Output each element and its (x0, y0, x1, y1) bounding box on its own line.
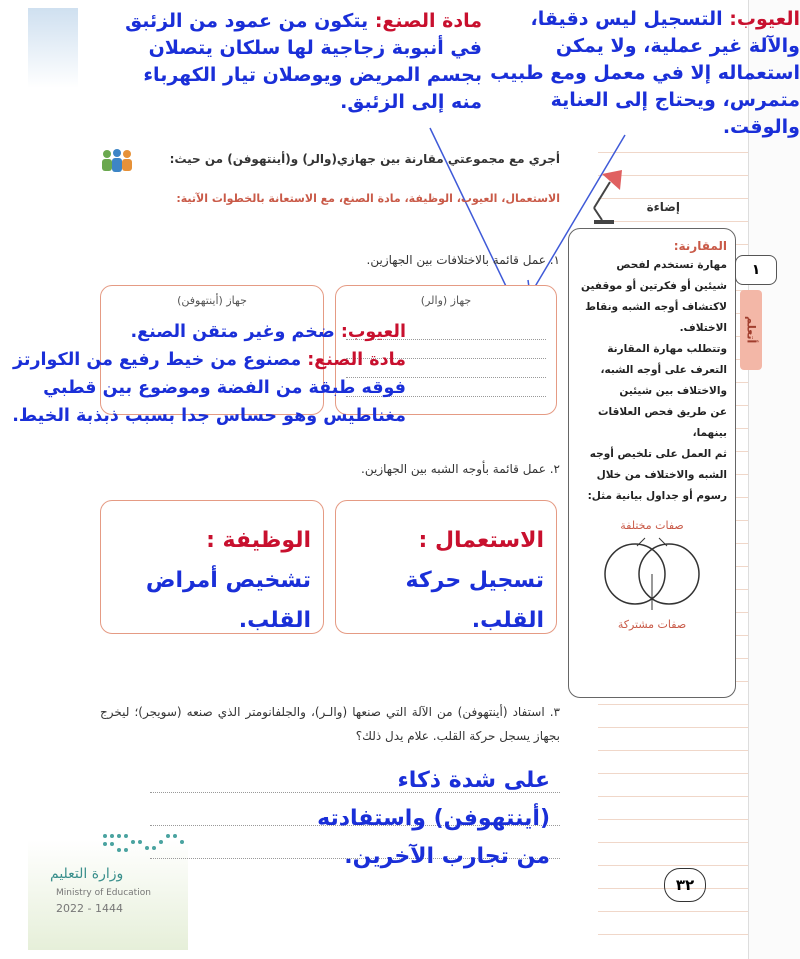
instruction-main: أجري مع مجموعتي مقارنة بين جهازي(والر) و(أينتهوفن) من حيث: (169, 152, 560, 166)
group-icon (100, 148, 134, 174)
annotation-einthoven: العيوب: ضخم وغير متقن الصنع. مادة الصنع: مصنوع من خيط رفيع من الكوارتز فوقه طبقة من الفضة وموضوع بين قطبي مغناطيس وهو حساس جدا بسبب ذبذبة الخيط. (12, 322, 406, 426)
venn-diagram (577, 534, 727, 614)
footer-year: 2022 - 1444 (56, 902, 123, 915)
lamp-label: إضاءة (646, 200, 680, 214)
lamp-icon (580, 168, 630, 228)
sidebar-title: المقارنة: (673, 239, 727, 253)
step-1: ١. عمل قائمة بالاختلافات بين الجهازين. (366, 253, 560, 267)
usage-box (335, 500, 557, 634)
side-tab-number: ١ (735, 255, 777, 285)
sidebar-line: التعرف على أوجه الشبه، (600, 364, 727, 376)
function-box (100, 500, 324, 634)
sidebar-line: عن طريق فحص العلاقات (598, 406, 727, 418)
waller-title: جهاز (والر) (420, 294, 472, 307)
sidebar-line: الاختلاف. (679, 322, 727, 334)
sidebar-line: وتتطلب مهارة المقارنة (607, 343, 727, 355)
ministry-name-en: Ministry of Education (56, 888, 151, 898)
sidebar-text (577, 255, 727, 507)
annotation-material-waller: مادة الصنع: يتكون من عمود من الزئبق في أنبوبة زجاجية لها سلكان يتصلان بجسم المريض ويوصلان تيار الكهرباء منه إلى الزئبق. (125, 10, 482, 113)
instruction-criteria: الاستعمال، العيوب، الوظيفة، مادة الصنع، مع الاستعانة بالخطوات الآتية: (176, 192, 560, 205)
common-label: صفات مشتركة (617, 618, 687, 631)
sidebar-line: بينهما، (692, 427, 727, 439)
ministry-name-ar: وزارة التعليم (50, 866, 124, 882)
answer-3: على شدة ذكاء (أينتهوفن) واستفادته من تجارب الآخرين. (317, 768, 550, 869)
diff-label: صفات مختلفة (620, 519, 684, 532)
sidebar-line: مهارة تستخدم لفحص (616, 259, 727, 271)
usage-answer: الاستعمال : تسجيل حركة القلب. (405, 528, 544, 633)
step-3: ٣. استفاد (أينتهوفن) من الآلة التي صنعها (والـر)، والجلفانومتر الذي صنعه (سويجر)؛ ليخرج بجهاز يسجل حركة القلب. علام يدل ذلك؟ (100, 705, 560, 743)
annotation-defects-waller: العيوب: التسجيل ليس دقيقا، والآلة غير عملية، ولا يمكن استعماله إلا في معمل ومع طبيب متمرس، ويحتاج إلى العناية والوقت. (490, 8, 800, 138)
sidebar-line: لاكتشاف أوجه الشبه ونقاط (585, 301, 727, 313)
function-answer: الوظيفة : تشخيص أمراض القلب. (145, 528, 311, 633)
side-tab-label: أتعلم (740, 290, 762, 370)
ministry-logo (100, 828, 190, 858)
page-number: ٣٢ (664, 868, 706, 902)
sidebar-line: رسوم أو جداول بيانية مثل: (587, 490, 727, 502)
einthoven-title: جهاز (أينتهوفن) (177, 294, 247, 307)
sidebar-line: والاختلاف بين شيئين (619, 385, 727, 397)
sidebar-card (568, 228, 736, 698)
sidebar-line: شيئين أو فكرتين أو موقفين (581, 280, 727, 292)
sidebar-line: ثم العمل على تلخيص أوجه (589, 448, 727, 460)
step-2: ٢. عمل قائمة بأوجه الشبه بين الجهازين. (361, 462, 560, 476)
sidebar-line: الشبه والاختلاف من خلال (596, 469, 727, 481)
